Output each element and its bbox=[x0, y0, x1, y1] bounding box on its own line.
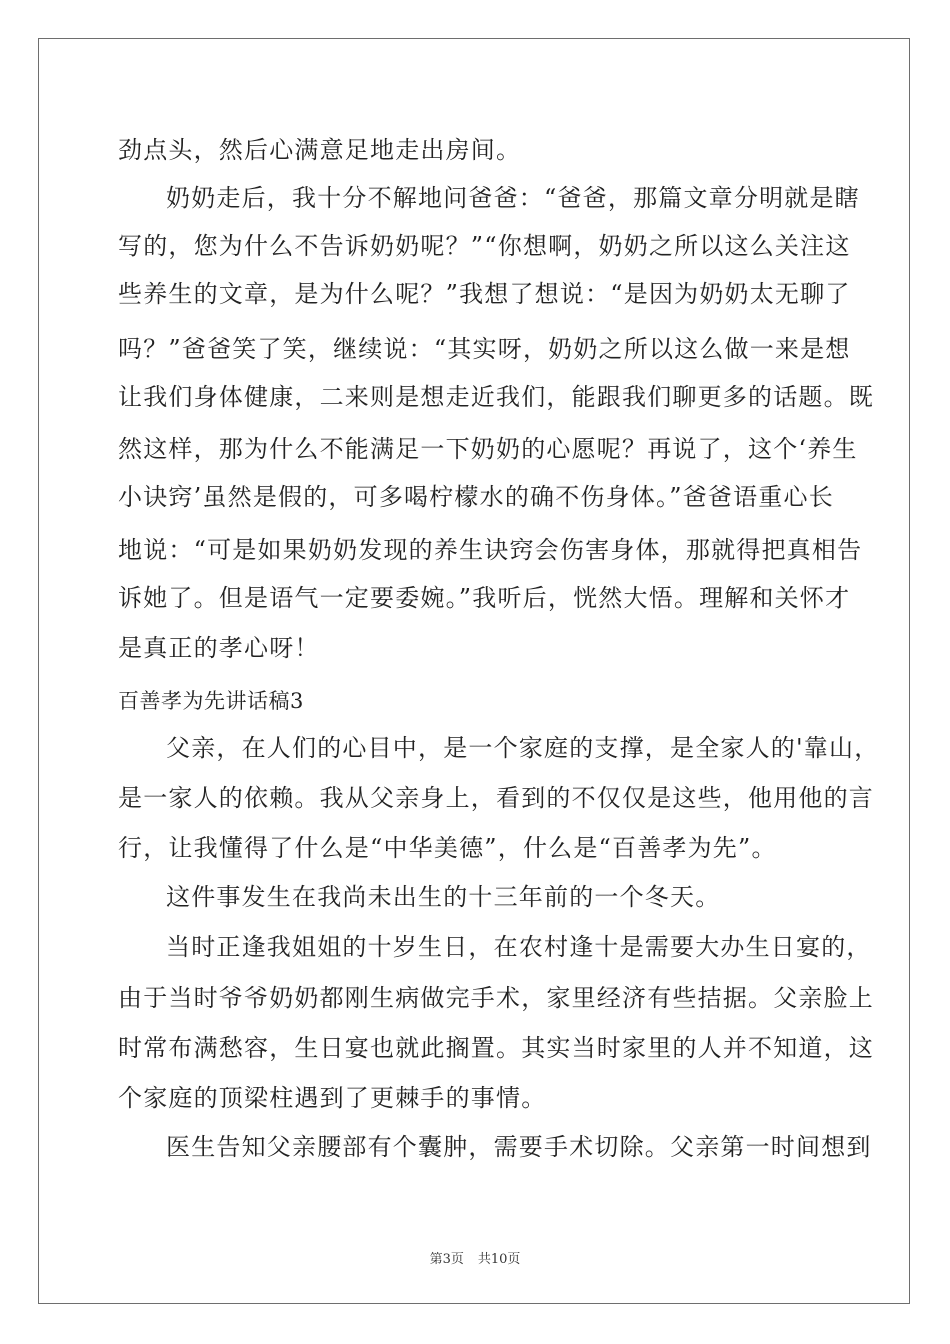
text-line: 时常布满愁容，生日宴也就此搁置。其实当时家里的人并不知道，这 bbox=[118, 1034, 874, 1062]
text-line: 地说：“可是如果奶奶发现的养生诀窍会伤害身体，那就得把真相告 bbox=[118, 536, 863, 564]
text-line: 写的，您为什么不告诉奶奶呢？”“你想啊，奶奶之所以这么关注这 bbox=[118, 232, 851, 260]
page-border bbox=[38, 38, 910, 1304]
text-line: 个家庭的顶梁柱遇到了更棘手的事情。 bbox=[118, 1084, 547, 1112]
paragraph-first-line: 这件事发生在我尚未出生的十三年前的一个冬天。 bbox=[166, 883, 721, 911]
section-heading: 百善孝为先讲话稿3 bbox=[118, 689, 304, 713]
text-line: 是一家人的依赖。我从父亲身上，看到的不仅仅是这些，他用他的言 bbox=[118, 784, 874, 812]
paragraph-first-line: 当时正逢我姐姐的十岁生日，在农村逢十是需要大办生日宴的， bbox=[166, 933, 872, 961]
text-line: 些养生的文章，是为什么呢？”我想了想说：“是因为奶奶太无聊了 bbox=[118, 280, 851, 308]
text-line: 小诀窍’虽然是假的，可多喝柠檬水的确不伤身体。”爸爸语重心长 bbox=[118, 483, 834, 511]
page-number: 第3页 bbox=[429, 1252, 464, 1267]
text-line: 让我们身体健康，二来则是想走近我们，能跟我们聊更多的话题。既 bbox=[118, 383, 874, 411]
text-line: 劲点头，然后心满意足地走出房间。 bbox=[118, 136, 522, 164]
text-line: 吗？”爸爸笑了笑，继续说：“其实呀，奶奶之所以这么做一来是想 bbox=[118, 335, 851, 363]
paragraph-first-line: 医生告知父亲腰部有个囊肿，需要手术切除。父亲第一时间想到 bbox=[166, 1133, 872, 1161]
text-line: 由于当时爷爷奶奶都刚生病做完手术，家里经济有些拮据。父亲脸上 bbox=[118, 984, 874, 1012]
text-line: 行，让我懂得了什么是“中华美德”，什么是“百善孝为先”。 bbox=[118, 834, 777, 862]
text-line: 是真正的孝心呀！ bbox=[118, 634, 320, 662]
paragraph-first-line: 父亲，在人们的心目中，是一个家庭的支撑，是全家人的'靠山， bbox=[166, 734, 880, 762]
page-footer bbox=[0, 1248, 950, 1267]
text-line: 诉她了。但是语气一定要委婉。”我听后，恍然大悟。理解和关怀才 bbox=[118, 584, 851, 612]
paragraph-first-line: 奶奶走后，我十分不解地问爸爸：“爸爸，那篇文章分明就是瞎 bbox=[166, 184, 860, 212]
page-total: 共10页 bbox=[477, 1252, 521, 1267]
text-line: 然这样，那为什么不能满足一下奶奶的心愿呢？再说了，这个‘养生 bbox=[118, 435, 858, 463]
